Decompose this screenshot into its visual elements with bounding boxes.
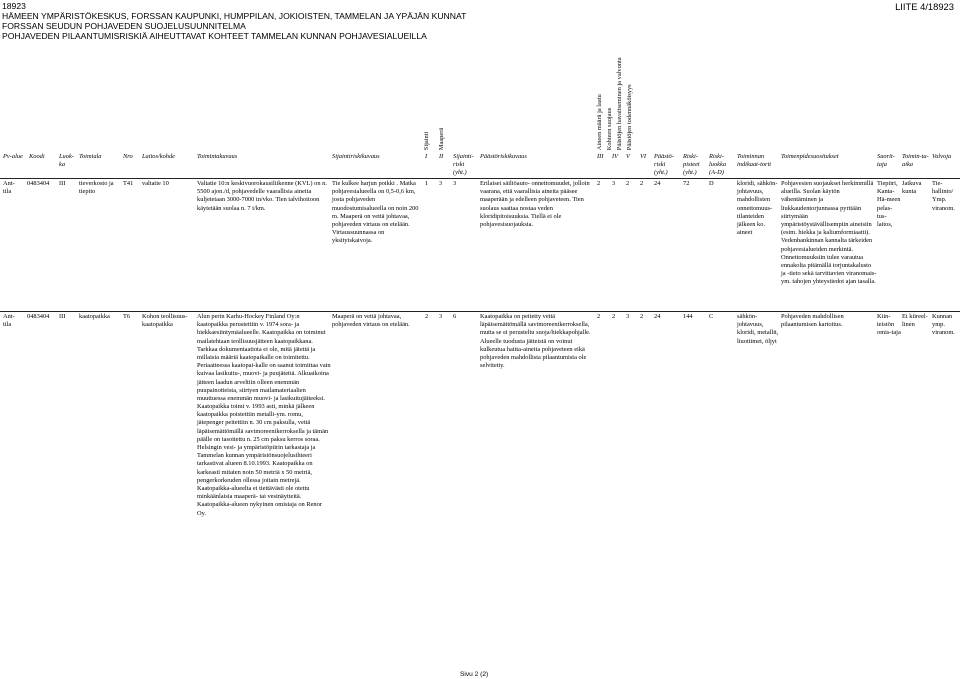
row2-valvoja: Kunnan ymp. viranom. (932, 313, 955, 337)
row1-valvoja: Tie-hallinto/ Ymp. viranom. (932, 180, 955, 212)
rotated-header-paastojen-havaitseminen: Päästöjen havaitseminen ja valvonta (615, 57, 623, 150)
row2-ii: 3 (439, 313, 443, 320)
row1-paastoriski: 24 (654, 180, 661, 187)
header-line-2: HÄMEEN YMPÄRISTÖKESKUS, FORSSAN KAUPUNKI, HUMPPILAN, JOKIOISTEN, TAMMELAN JA YPÄJÄN KUNNAT (2, 11, 467, 22)
col-i: I (425, 153, 428, 160)
row1-toimintaaika: Jatkuva kunta (902, 180, 922, 196)
row1-suorittaja: Tiepiiri, Kanta-Hä-meen pelas-tus-laitos, (877, 180, 901, 228)
row2-pv-alue: Ant-tila (3, 313, 15, 329)
row1-riskiluokka: D (709, 180, 714, 187)
header-line-4: POHJAVEDEN PILAANTUMISRISKIÄ AIHEUTTAVAT KOHTEET TAMMELAN KUNNAN POHJAVESIALUEILLA (2, 31, 427, 42)
col-v: V (626, 153, 630, 160)
row2-luokka: III (59, 313, 66, 320)
col-toimintakuvaus: Toimintakuvaus (197, 153, 238, 160)
header-divider (0, 178, 960, 179)
col-valvoja: Valvoja (932, 153, 952, 160)
row2-toimiala: kaatopaikka (79, 313, 110, 320)
row2-nro: T6 (123, 313, 131, 320)
col-paastoriskikuvaus: Päästöriskikuvaus (480, 153, 527, 160)
header-line-3: FORSSAN SEUDUN POHJAVEDEN SUOJELUSUUNNITELMA (2, 21, 246, 32)
row1-koodi: 0483404 (27, 180, 50, 187)
row1-sijaintiriskikuvaus: Tie kulkee harjun poikki . Matka pohjavesialueella on 0,5-0,6 km, josta pohjaveden muodostumisalueella on noin 200 m. Maaperä on vettä johtavaa, pohjaveden virtaus on etelään. Virtaussuunnassa on yksityiskaivoja. (332, 180, 419, 245)
row2-suorittaja: Kiin-teistön omis-taja (877, 313, 901, 337)
row1-luokka: III (59, 180, 66, 187)
row1-paastoriskikuvaus: Erilaiset säiliöauto- onnettomuudet, jolloin vaarana, että vaarallisia aineita pääsee maaperään ja edelleen pohjaveteen. Tien suolaus saattaa nostaa veden kloridipitoisuuksia. Tiellä ei ole pohjavesisuojauksia. (480, 180, 590, 228)
col-suorittaja: Suorit-taja (877, 153, 895, 169)
col-paastoriski: Päästö-riski (yht.) (654, 153, 674, 177)
document-header (2, 1, 466, 42)
row2-toimintakuvaus: Alun perin Karhu-Hockey Finland Oy:n kaatopaikka perustettiin v. 1974 sora- ja hiekkaesiintymäalueelle. Kaatopaikka on toiminut mailatehtaan teollisuusjätteen kaatopaikkana. Tarkkaa dokumentaatiota ei ole, mitä jätettä ja millaisia määriä kaatopaikalle on toimitettu. Periaatteessa kaatopai-kalle on saanut toimittaa vain kuivaa lasikuitu-, muovi- ja puujätettä. Alkuaikoina jätteen laadun arveltiin olleen enemmän puupainotteista, siirtyen mailamateriaalien muuttuessa enemmän muovi- ja lasikuitujätteeksi. Kaatopaikka toimi v. 1993 asti, minkä jälkeen kaatopaikka poistettiin metalli-ym. romu, jätepenger peitettiin n. 30 cm paksulla, vettä läpäisemättömällä savimoreenikerroksella ja tämän päälle on tasoitettu n. 25 cm paksu kerros soraa. Helsingin vesi- ja ympäristöpiirin tarkastaja ja Tammelan kunnan ympäristönsuojelusihteeri tarkastivat alueen 8.10.1993. Kaatopaikka on karkeasti mitaten noin 50 metriä x 50 metriä, pengerkorkeuden ollessa joitain metrejä. Kaatopaikka-alueelta ei tiettävästi ole otettu minkäänlaisia maaperä- tai vesinäytteitä. Kaatopaikka-alueen nykyinen omistaja on Renor Oy. (197, 313, 331, 517)
col-pv-alue: Pv-alue (3, 153, 23, 160)
rotated-header-sijainti: Sijainti (422, 131, 430, 150)
col-nro: Nro (123, 153, 133, 160)
col-ii: II (439, 153, 444, 160)
header-line-1: 18923 (2, 1, 26, 11)
row1-laitos: valtatie 10 (142, 180, 169, 187)
row2-iv: 2 (612, 313, 616, 320)
col-riskiluokka: Riski-luokka (A-D) (709, 153, 727, 177)
row2-laitos: Kohon teollisuus-kaatopaikka (142, 313, 188, 329)
col-riskipisteet: Riski-pisteet (yht.) (683, 153, 700, 177)
col-toiminnan-indikaattorit: Toiminnan indikaat-torit (737, 153, 772, 169)
row1-riskipisteet: 72 (683, 180, 690, 187)
row1-ii: 3 (439, 180, 443, 187)
row2-riskiluokka: C (709, 313, 714, 320)
rotated-header-kohteen-suojaus: Kohteen suojaus (605, 107, 613, 150)
row2-iii: 2 (597, 313, 601, 320)
row2-sijaintiriskikuvaus: Maaperä on vettä johtavaa, pohjaveden virtaus on etelään. (332, 313, 410, 329)
col-laitos: Laitos/kohde (142, 153, 176, 160)
row2-vi: 2 (640, 313, 644, 320)
row1-toimintakuvaus: Valtatie 10:n keskivuorokausiliikenne (KVL) on n. 5500 ajon./d, pohjavedelle vaarallisia aineita kuljetetaan 3000-7000 tn/vko. Tien talvihoitoon käytetään suolaa n. 7 t/km. (197, 180, 327, 212)
row1-toimiala: tieverkosto ja tiepito (79, 180, 114, 196)
row1-sijaintiriski: 3 (453, 180, 457, 187)
rotated-header-maapera: Maaperä (437, 127, 445, 150)
row2-koodi: 0483404 (27, 313, 50, 320)
rotated-header-aineen-maara: Aineen määrä ja laatu (595, 94, 603, 150)
row2-riskipisteet: 144 (683, 313, 693, 320)
rotated-header-paastojen-todennakoisyys: Päästöjen todennäköisyys (625, 84, 633, 150)
row2-toimenpidesuositukset: Pohjaveden mahdollisen pilaantumisen kartoitus. (781, 313, 844, 329)
col-sijaintiriskikuvaus: Sijaintiriskikuvaus (332, 153, 380, 160)
col-iv: IV (612, 153, 619, 160)
col-toimiala: Toimiala (79, 153, 102, 160)
row1-iii: 2 (597, 180, 601, 187)
col-koodi: Koodi (29, 153, 45, 160)
row2-toiminnan-indikaattorit: sähkön-johtavuus, kloridi, metallit, liuottimet, öljyt (737, 313, 779, 345)
row2-paastoriskikuvaus: Kaatopaikka on peitetty vettä läpäisemättömällä savimoreenikerroksella, mutta se ei perusteltu suoja/hiekkapohjalle. Alueelle tuodusta jätteistä on voinut kulkeutua haitta-aineita pohjaveteen eikä pohjaveden mahdollista pilaantumista ole selvitetty. (480, 313, 591, 370)
row1-iv: 3 (612, 180, 616, 187)
row1-toiminnan-indikaattorit: kloridi, sähkön-johtavuus, mahdollisten onnettomuus-tilanteiden jälkeen ko. aineet (737, 180, 778, 237)
row1-v: 2 (626, 180, 630, 187)
col-luokka: Luok-ka (59, 153, 74, 169)
row2-sijaintiriski: 6 (453, 313, 457, 320)
row1-toimenpidesuositukset: Pohjavesien suojaukset herkimmillä alueilla. Suolan käytön vähentäminen ja liukkaudentorjunnassa pyritään siirtymään ympäristöystävällisempiin aineisiin (esim. hiekka ja kaliumformiaatti). Vedenhankinnan kannalta tärkeiden pohjavesialueiden merkintä. Onnettomuuksiin tulee varautua ennakolta pitämällä torjuntakalusto ja -tieto sekä tarvittavien viranomais- ym. tahojen yhteystiedot ajan tasalla. (781, 180, 877, 286)
col-sijaintiriski: Sijainti-riski (yht.) (453, 153, 474, 177)
row1-i: 1 (425, 180, 429, 187)
row-divider (0, 311, 960, 312)
row1-pv-alue: Ant-tila (3, 180, 15, 196)
col-vi: VI (640, 153, 647, 160)
col-iii: III (597, 153, 604, 160)
row1-vi: 2 (640, 180, 644, 187)
row2-toimintaaika: Ei kiireel-linen (902, 313, 928, 329)
col-toimintaaika: Toimin-ta-aika (902, 153, 929, 169)
page-footer: Sivu 2 (2) (460, 671, 489, 678)
row2-v: 3 (626, 313, 630, 320)
col-toimenpidesuositukset: Toimenpidesuositukset (781, 153, 839, 160)
row2-i: 2 (425, 313, 429, 320)
row2-paastoriski: 24 (654, 313, 661, 320)
row1-nro: T41 (123, 180, 134, 187)
appendix-label: LIITE 4/18923 (895, 1, 954, 12)
